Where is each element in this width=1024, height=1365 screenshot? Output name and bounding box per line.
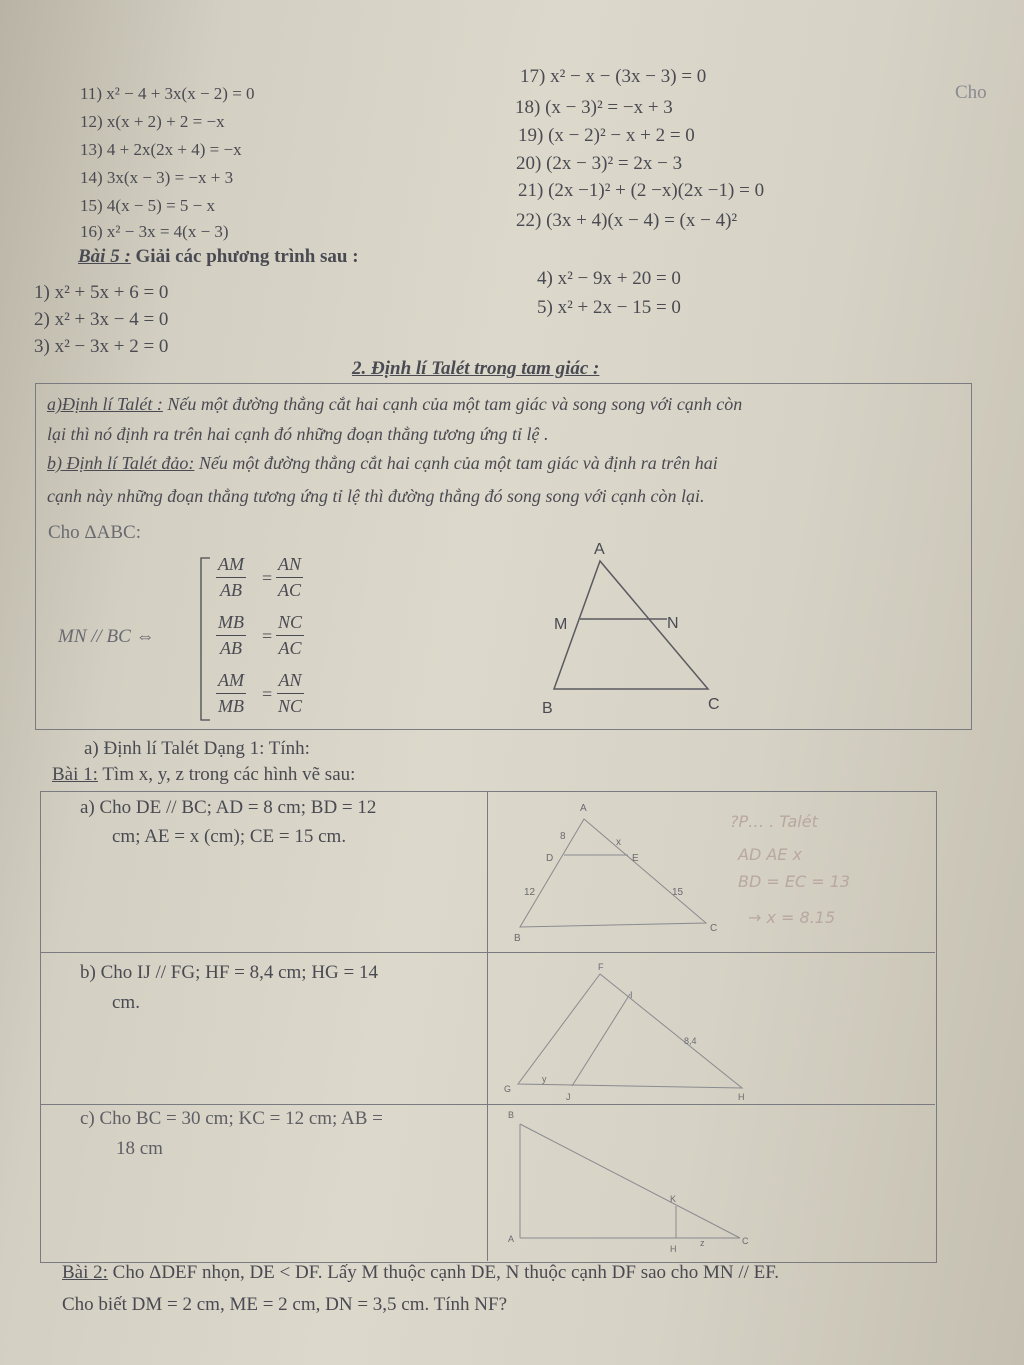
problem-b-line1: b) Cho IJ // FG; HF = 8,4 cm; HG = 14 [80, 962, 378, 983]
fraction-am-mb: $\frac{AM}{MB}$ [218, 670, 244, 716]
equals-sign: = [262, 626, 273, 646]
bai2-line2: Cho biết DM = 2 cm, ME = 2 cm, DN = 3,5 cm. Tính NF? [62, 1294, 508, 1315]
fraction-nc-ac: $\frac{NC}{AC}$ [278, 612, 303, 658]
problem-a-line2: cm; AE = x (cm); CE = 15 cm. [112, 826, 347, 847]
equals-sign: = [262, 568, 273, 588]
problems-table [40, 791, 937, 1263]
label-hf: 8,4 [684, 1036, 697, 1046]
point-m-label: M [554, 616, 568, 633]
pencil-note-1: ?P… . Talét [730, 812, 818, 831]
talet-converse-text-1: Nếu một đường thẳng cắt hai cạnh của một tam giác và định ra trên hai [194, 453, 718, 473]
bai2-line1 [62, 1262, 779, 1284]
label-j: J [566, 1092, 571, 1102]
bai5-item-5: 5) x² + 2x − 15 = 0 [537, 297, 681, 318]
label-a: A [580, 803, 587, 814]
equation-17: 17) x² − x − (3x − 3) = 0 [520, 66, 707, 87]
equation-22: 22) (3x + 4)(x − 4) = (x − 4)² [516, 210, 738, 231]
talet-converse-line2: cạnh này những đoạn thẳng tương ứng tỉ lệ thì đường thẳng đó song song với cạnh còn lại. [47, 486, 705, 506]
equation-21: 21) (2x −1)² + (2 −x)(2x −1) = 0 [518, 180, 765, 201]
fraction-mb-ab: $\frac{MB}{AB}$ [218, 612, 244, 658]
label-b: B [508, 1110, 515, 1120]
pencil-note-3: BD = EC = 13 [738, 872, 851, 891]
bai5-item-1: 1) x² + 5x + 6 = 0 [34, 282, 169, 303]
figure-c [500, 1108, 760, 1260]
equation-15: 15) 4(x − 5) = 5 − x [80, 196, 215, 215]
bai1-label: Bài 1: [52, 764, 98, 785]
problem-c-line1: c) Cho BC = 30 cm; KC = 12 cm; AB = [80, 1108, 383, 1129]
equation-18: 18) (x − 3)² = −x + 3 [515, 97, 673, 118]
problem-c-line2: 18 cm [116, 1138, 163, 1159]
label-bd: 12 [524, 887, 536, 898]
dang1-title: a) Định lí Talét Dạng 1: Tính: [84, 738, 310, 759]
section2-title: 2. Định lí Talét trong tam giác : [352, 358, 600, 379]
talet-theorem-text-1: Nếu một đường thẳng cắt hai cạnh của một tam giác và song song với cạnh còn [162, 394, 743, 414]
label-h: H [738, 1092, 745, 1102]
label-x: x [616, 837, 621, 848]
problem-b-line2: cm. [112, 992, 140, 1013]
talet-theorem-line2: lại thì nó định ra trên hai cạnh đó những đoạn thẳng tương ứng tỉ lệ . [47, 424, 549, 444]
bai5-label: Bài 5 : [78, 246, 131, 267]
segment-bc [520, 1124, 740, 1238]
fraction-an-ac: $\frac{AN}{AC}$ [278, 554, 302, 600]
label-d: D [546, 853, 554, 864]
bai5-heading [78, 246, 359, 268]
label-g: G [504, 1084, 512, 1094]
bai1-line [52, 764, 355, 786]
triangle-abc-a [520, 819, 706, 927]
pencil-note-4: → x = 8.15 [748, 908, 836, 927]
label-y: y [542, 1074, 547, 1084]
bai5-item-3: 3) x² − 3x + 2 = 0 [34, 336, 169, 357]
label-f: F [598, 962, 604, 972]
segment-ij [572, 994, 630, 1086]
equation-11: 11) x² − 4 + 3x(x − 2) = 0 [80, 84, 255, 103]
vertex-c-label: C [708, 696, 720, 713]
figure-b [500, 958, 760, 1104]
talet-theorem-line1 [47, 394, 742, 415]
fraction-an-nc: $\frac{AN}{NC}$ [278, 670, 303, 716]
bai2-text-1: Cho ΔDEF nhọn, DE < DF. Lấy M thuộc cạnh DE, N thuộc cạnh DF sao cho MN // EF. [107, 1262, 780, 1283]
label-e: E [632, 853, 639, 864]
point-n-label: N [667, 615, 679, 632]
left-bracket [198, 556, 212, 722]
label-c: C [710, 923, 718, 934]
table-row-divider [40, 1104, 935, 1105]
equals-sign: = [262, 684, 273, 704]
pencil-note-2: AD AE x [738, 845, 802, 864]
label-ce: 15 [672, 887, 684, 898]
label-b: B [514, 933, 521, 944]
margin-note: Cho [955, 82, 987, 103]
equation-14: 14) 3x(x − 3) = −x + 3 [80, 168, 234, 187]
bai5-item-4: 4) x² − 9x + 20 = 0 [537, 268, 681, 289]
fraction-am-ab: $\frac{AM}{AB}$ [218, 554, 244, 600]
label-c: C [742, 1236, 749, 1246]
bai5-item-2: 2) x² + 3x − 4 = 0 [34, 309, 169, 330]
triangle-abc-figure [530, 535, 730, 720]
vertex-a-label: A [594, 541, 605, 558]
equation-19: 19) (x − 2)² − x + 2 = 0 [518, 125, 695, 146]
talet-converse-line1 [47, 453, 718, 474]
mn-parallel-bc: MN // BC ⇔ [58, 626, 155, 647]
equation-13: 13) 4 + 2x(2x + 4) = −x [80, 140, 242, 159]
bai1-text: Tìm x, y, z trong các hình vẽ sau: [97, 764, 356, 785]
table-row-divider [40, 952, 935, 953]
talet-converse-label: b) Định lí Talét đảo: [47, 453, 195, 473]
vertex-b-label: B [542, 700, 553, 717]
label-ad: 8 [560, 831, 566, 842]
label-i: I [630, 990, 633, 1000]
label-h: H [670, 1244, 677, 1254]
bai5-title: Giải các phương trình sau : [135, 246, 359, 267]
triangle-abc [554, 561, 708, 689]
figure-a [500, 795, 730, 951]
equation-20: 20) (2x − 3)² = 2x − 3 [516, 153, 683, 174]
table-column-divider [487, 791, 488, 1261]
equation-16: 16) x² − 3x = 4(x − 3) [80, 222, 229, 241]
talet-theorem-label: a)Định lí Talét : [47, 394, 163, 414]
label-k: K [670, 1194, 677, 1204]
cho-triangle-abc: Cho ΔABC: [48, 522, 141, 543]
label-z: z [700, 1238, 705, 1248]
problem-a-line1: a) Cho DE // BC; AD = 8 cm; BD = 12 [80, 797, 377, 818]
bai2-label: Bài 2: [62, 1262, 108, 1283]
label-a: A [508, 1234, 515, 1244]
equation-12: 12) x(x + 2) + 2 = −x [80, 112, 225, 131]
